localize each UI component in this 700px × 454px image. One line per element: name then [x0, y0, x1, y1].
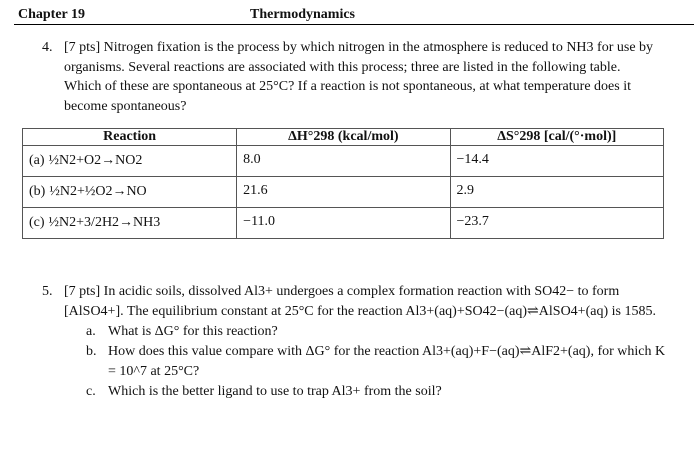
enthalpy-cell [237, 146, 450, 177]
table-header-row [23, 129, 664, 146]
reaction-cell [23, 208, 237, 239]
reaction-equation: ½N2+½O2→NO [49, 184, 147, 199]
row-label: (b) [29, 184, 46, 199]
enthalpy-value: 21.6 [243, 183, 268, 198]
entropy-cell [450, 146, 663, 177]
enthalpy-value: −11.0 [243, 214, 276, 229]
chapter-label: Chapter 19 [18, 7, 86, 22]
reaction-table [22, 128, 664, 239]
row-label: (c) [29, 215, 45, 230]
topic-label: Thermodynamics [250, 7, 355, 22]
reaction-cell [23, 146, 237, 177]
page-header [14, 4, 694, 25]
subquestion-label: b. [86, 344, 97, 359]
reaction-equation: ½N2+3/2H2→NH3 [48, 215, 161, 230]
enthalpy-cell [237, 208, 450, 239]
enthalpy-value: 8.0 [243, 152, 261, 167]
subquestion-label: a. [86, 324, 96, 339]
question-text: [7 pts] In acidic soils, dissolved Al3+ undergoes a complex formation reaction with SO42− to form [AlSO4+]. The equilibrium constant at 25°C for the reaction Al3+(aq)+SO42−(aq)⇌AlSO4+(aq) is 1585. [64, 284, 656, 319]
header-enthalpy: ΔH°298 (kcal/mol) [237, 129, 450, 146]
entropy-value: 2.9 [456, 183, 475, 198]
enthalpy-cell [237, 177, 450, 208]
entropy-value: −23.7 [456, 214, 489, 229]
table-row [23, 177, 664, 208]
subquestion-text: Which is the better ligand to use to trap Al3+ from the soil? [108, 384, 442, 399]
row-label: (a) [29, 153, 45, 168]
entropy-value: −14.4 [456, 152, 489, 167]
header-reaction: Reaction [23, 129, 237, 146]
subquestion-text: How does this value compare with ΔG° for the reaction Al3+(aq)+F−(aq)⇌AlF2+(aq), for which K = 10^7 at 25°C? [108, 344, 666, 379]
reaction-equation: ½N2+O2→NO2 [48, 153, 143, 168]
entropy-cell [450, 177, 663, 208]
table-row [23, 208, 664, 239]
question-number: 4. [42, 40, 53, 55]
entropy-cell [450, 208, 663, 239]
question-text: [7 pts] Nitrogen fixation is the process by which nitrogen in the atmosphere is reduced to NH3 for use by organisms. Several reactions are associated with this process; three are listed in the following table. Which of these are spontaneous at 25°C? If a reaction is not spontaneous, at what temperature does it become spontaneous? [64, 40, 654, 114]
table-row [23, 146, 664, 177]
header-entropy: ΔS°298 [cal/(°·mol)] [450, 129, 663, 146]
reaction-cell [23, 177, 237, 208]
subquestion-label: c. [86, 384, 96, 399]
question-number: 5. [42, 284, 53, 299]
subquestion-text: What is ΔG° for this reaction? [108, 324, 278, 339]
